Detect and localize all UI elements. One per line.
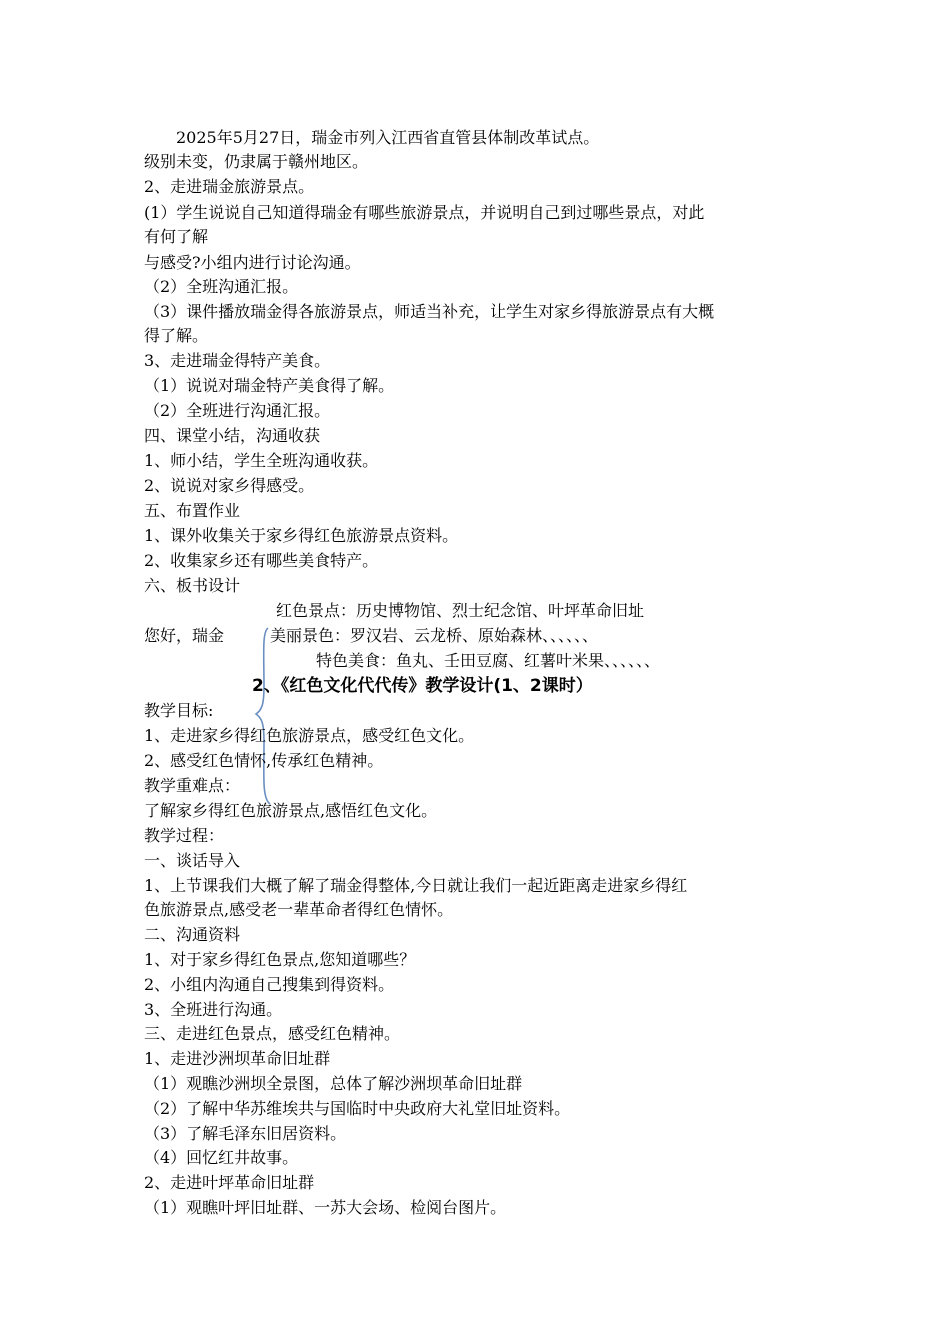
section-heading: 教学目标: bbox=[144, 701, 214, 720]
section-heading: 四、课堂小结，沟通收获 bbox=[144, 426, 321, 445]
paragraph: 1、走进沙洲坝革命旧址群 bbox=[144, 1049, 331, 1068]
paragraph: 1、对于家乡得红色景点,您知道哪些？ bbox=[144, 950, 416, 969]
paragraph: （2）了解中华苏维埃共与国临时中央政府大礼堂旧址资料。 bbox=[144, 1099, 571, 1118]
paragraph: 2、走进叶坪革命旧址群 bbox=[144, 1173, 315, 1192]
section-heading: 五、布置作业 bbox=[144, 501, 241, 520]
paragraph: （4）回忆红井故事。 bbox=[144, 1148, 299, 1167]
brace-icon bbox=[252, 626, 276, 806]
paragraph: 1、课外收集关于家乡得红色旅游景点资料。 bbox=[144, 526, 459, 545]
paragraph: 2、收集家乡还有哪些美食特产。 bbox=[144, 551, 379, 570]
section-heading: 六、板书设计 bbox=[144, 576, 241, 595]
paragraph: 2、感受红色情怀,传承红色精神。 bbox=[144, 751, 384, 770]
board-scenery: 美丽景色：罗汉岩、云龙桥、原始森林、、、、、、 bbox=[270, 626, 599, 645]
paragraph: 2025年5月27日，瑞金市列入江西省直管县体制改革试点。 bbox=[176, 128, 600, 147]
paragraph: 1、上节课我们大概了解了瑞金得整体,今日就让我们一起近距离走进家乡得红 bbox=[144, 876, 688, 895]
paragraph: 1、师小结，学生全班沟通收获。 bbox=[144, 451, 379, 470]
paragraph: (1）学生说说自己知道得瑞金有哪些旅游景点，并说明自己到过哪些景点，对此 bbox=[144, 203, 705, 222]
paragraph: （2）全班沟通汇报。 bbox=[144, 277, 299, 296]
paragraph: 级别未变，仍隶属于赣州地区。 bbox=[144, 152, 369, 171]
board-red-sites: 红色景点：历史博物馆、烈士纪念馆、叶坪革命旧址 bbox=[276, 601, 645, 620]
paragraph: （3）了解毛泽东旧居资料。 bbox=[144, 1124, 347, 1143]
paragraph: 色旅游景点,感受老一辈革命者得红色情怀。 bbox=[144, 900, 454, 919]
lesson-title: 2、《红色文化代代传》教学设计(1、2课时） bbox=[252, 676, 593, 696]
section-heading: 三、走进红色景点，感受红色精神。 bbox=[144, 1024, 401, 1043]
paragraph: 3、走进瑞金得特产美食。 bbox=[144, 351, 331, 370]
section-heading: 二、沟通资料 bbox=[144, 925, 241, 944]
paragraph: 2、说说对家乡得感受。 bbox=[144, 476, 315, 495]
board-food: 特色美食：鱼丸、壬田豆腐、红薯叶米果、、、、、、 bbox=[316, 651, 661, 670]
paragraph: 1、走进家乡得红色旅游景点，感受红色文化。 bbox=[144, 726, 475, 745]
paragraph: （1）观瞧叶坪旧址群、一苏大会场、检阅台图片。 bbox=[144, 1198, 507, 1217]
paragraph: 3、全班进行沟通。 bbox=[144, 1000, 283, 1019]
paragraph: 与感受?小组内进行讨论沟通。 bbox=[144, 253, 361, 272]
paragraph: 有何了解 bbox=[144, 227, 209, 246]
paragraph: （2）全班进行沟通汇报。 bbox=[144, 401, 331, 420]
board-hello: 您好，瑞金 bbox=[144, 626, 225, 645]
paragraph: 了解家乡得红色旅游景点,感悟红色文化。 bbox=[144, 801, 438, 820]
section-heading: 教学过程： bbox=[144, 826, 225, 845]
paragraph: 2、小组内沟通自己搜集到得资料。 bbox=[144, 975, 395, 994]
paragraph: （1）观瞧沙洲坝全景图，总体了解沙洲坝革命旧址群 bbox=[144, 1074, 523, 1093]
paragraph: （3）课件播放瑞金得各旅游景点，师适当补充，让学生对家乡得旅游景点有大概 bbox=[144, 302, 715, 321]
section-heading: 教学重难点： bbox=[144, 776, 241, 795]
paragraph: 得了解。 bbox=[144, 326, 209, 345]
paragraph: 2、走进瑞金旅游景点。 bbox=[144, 177, 315, 196]
paragraph: （1）说说对瑞金特产美食得了解。 bbox=[144, 376, 395, 395]
section-heading: 一、谈话导入 bbox=[144, 851, 241, 870]
